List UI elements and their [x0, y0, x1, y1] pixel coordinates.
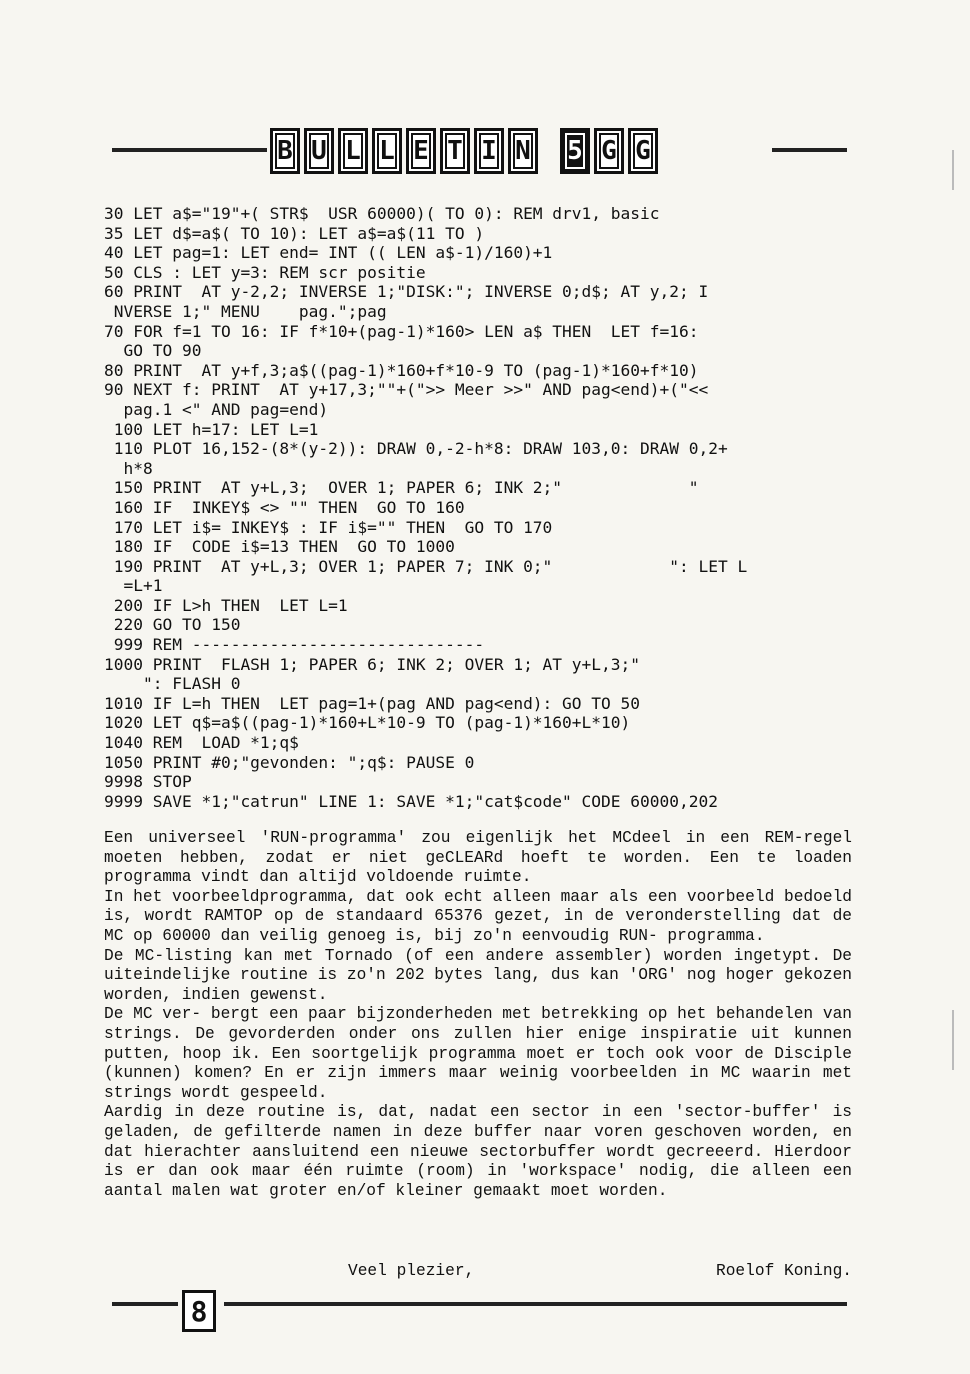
paragraph: In het voorbeeldprogramma, dat ook echt alleen maar als een voorbeeld bedoeld is, wordt RAMTOP op de standaard 65376 gezet, in de veronderstelling dat de MC op 60000 dan veilig genoeg is, bij zo'n eenvoudig RUN- programma. — [104, 887, 852, 945]
logo-letter: T — [440, 128, 470, 174]
listing-line: =L+1 — [104, 576, 163, 596]
bulletin-5gg-logo — [270, 128, 658, 174]
header-rule-right — [772, 148, 847, 152]
listing-line: 90 NEXT f: PRINT AT y+17,3;""+(">> Meer >>" AND pag<end)+("<< — [104, 380, 709, 400]
listing-line: 1010 IF L=h THEN LET pag=1+(pag AND pag<end): GO TO 50 — [104, 693, 641, 713]
listing-line: 80 PRINT AT y+f,3;a$((pag-1)*160+f*10-9 TO (pag-1)*160+f*10) — [104, 360, 699, 380]
scan-edge-mark — [952, 150, 954, 190]
scan-edge-mark — [952, 1010, 954, 1070]
listing-line: 40 LET pag=1: LET end= INT (( LEN a$-1)/160)+1 — [104, 243, 553, 263]
listing-line: ": FLASH 0 — [104, 674, 241, 694]
paragraph: De MC ver- bergt een paar bijzonderheden met betrekking op het behandelen van strings. De gevorderden onder ons zullen hier enige inspiratie uit kunnen putten, hoop ik. Een soortgelijk programma moet er toch ook voor de Disciple (kunnen) komen? En er zijn immers maar weinig voorbeelden in MC waarin met strings wordt gespeeld. — [104, 1005, 852, 1102]
page-footer — [112, 1290, 847, 1334]
paragraph: De MC-listing kan met Tornado (of een andere assembler) worden ingetypt. De uiteindelijke routine is zo'n 202 bytes lang, dus kan 'ORG' nog hoger gekozen worden, indien gewenst. — [104, 946, 852, 1004]
listing-line: 170 LET i$= INKEY$ : IF i$="" THEN GO TO 170 — [104, 517, 553, 537]
paragraph: Aardig in deze routine is, dat, nadat een sector in een 'sector-buffer' is geladen, de gefilterde namen in deze buffer naar voren geschoven worden, en dat hierachter aansluitend een nieuwe sectorbuffer wordt gecreeerd. Hierdoor is er dan ook maar één ruimte (room) in 'workspace' nodig, die alleen een aantal malen wat groter en/of kleiner gemaakt moet worden. — [104, 1103, 852, 1200]
listing-line: 70 FOR f=1 TO 16: IF f*10+(pag-1)*160> LEN a$ THEN LET f=16: — [104, 321, 699, 341]
logo-letter: L — [338, 128, 368, 174]
article-body — [104, 829, 852, 1201]
listing-line: 180 IF CODE i$=13 THEN GO TO 1000 — [104, 537, 455, 557]
listing-line: 160 IF INKEY$ <> "" THEN GO TO 160 — [104, 497, 465, 517]
listing-line: NVERSE 1;" MENU pag.";pag — [104, 301, 387, 321]
header-rule-left — [112, 148, 267, 152]
listing-line: 1020 LET q$=a$((pag-1)*160+L*10-9 TO (pag-1)*160+L*10) — [104, 713, 631, 733]
author-name: Roelof Koning. — [716, 1262, 852, 1280]
basic-listing — [104, 204, 864, 811]
page-number: 8 — [182, 1290, 216, 1332]
listing-line: 9999 SAVE *1;"catrun" LINE 1: SAVE *1;"cat$code" CODE 60000,202 — [104, 791, 718, 811]
logo-letter: B — [270, 128, 300, 174]
listing-line: 1040 REM LOAD *1;q$ — [104, 733, 299, 753]
listing-line: 150 PRINT AT y+L,3; OVER 1; PAPER 6; INK 2;" " — [104, 478, 699, 498]
listing-line: 60 PRINT AT y-2,2; INVERSE 1;"DISK:"; INVERSE 0;d$; AT y,2; I — [104, 282, 709, 302]
listing-line: 110 PLOT 16,152-(8*(y-2)): DRAW 0,-2-h*8: DRAW 103,0: DRAW 0,2+ — [104, 439, 728, 459]
listing-line: 1000 PRINT FLASH 1; PAPER 6; INK 2; OVER 1; AT y+L,3;" — [104, 654, 641, 674]
paragraph: Een universeel 'RUN-programma' zou eigenlijk het MCdeel in een REM-regel moeten hebben, zodat er niet geCLEARd hoeft te worden. Een te loaden programma vindt dan altijd voldoende ruimte. — [104, 829, 852, 887]
listing-line: 1050 PRINT #0;"gevonden: ";q$: PAUSE 0 — [104, 752, 475, 772]
listing-line: 220 GO TO 150 — [104, 615, 241, 635]
logo-letter: G — [594, 128, 624, 174]
logo-letter: 5 — [560, 128, 590, 174]
listing-line: 9998 STOP — [104, 772, 192, 792]
listing-line: 190 PRINT AT y+L,3; OVER 1; PAPER 7; INK 0;" ": LET L — [104, 556, 748, 576]
footer-rule-left — [112, 1302, 178, 1306]
listing-line: pag.1 <" AND pag=end) — [104, 399, 329, 419]
listing-line: 30 LET a$="19"+( STR$ USR 60000)( TO 0): REM drv1, basic — [104, 204, 660, 223]
logo-letter: I — [474, 128, 504, 174]
logo-letter: G — [628, 128, 658, 174]
logo-letter: L — [372, 128, 402, 174]
listing-line: 999 REM ------------------------------ — [104, 635, 485, 655]
logo-spacer — [542, 128, 556, 168]
listing-line: 100 LET h=17: LET L=1 — [104, 419, 319, 439]
listing-line: 50 CLS : LET y=3: REM scr positie — [104, 262, 426, 282]
listing-line: 35 LET d$=a$( TO 10): LET a$=a$(11 TO ) — [104, 223, 485, 243]
logo-letter: N — [508, 128, 538, 174]
bulletin-header — [112, 128, 847, 186]
logo-letter: E — [406, 128, 436, 174]
listing-line: 200 IF L>h THEN LET L=1 — [104, 595, 348, 615]
logo-letter: U — [304, 128, 334, 174]
greeting: Veel plezier, — [348, 1262, 475, 1280]
listing-line: h*8 — [104, 458, 153, 478]
listing-line: GO TO 90 — [104, 341, 202, 361]
footer-rule-right — [224, 1302, 847, 1306]
